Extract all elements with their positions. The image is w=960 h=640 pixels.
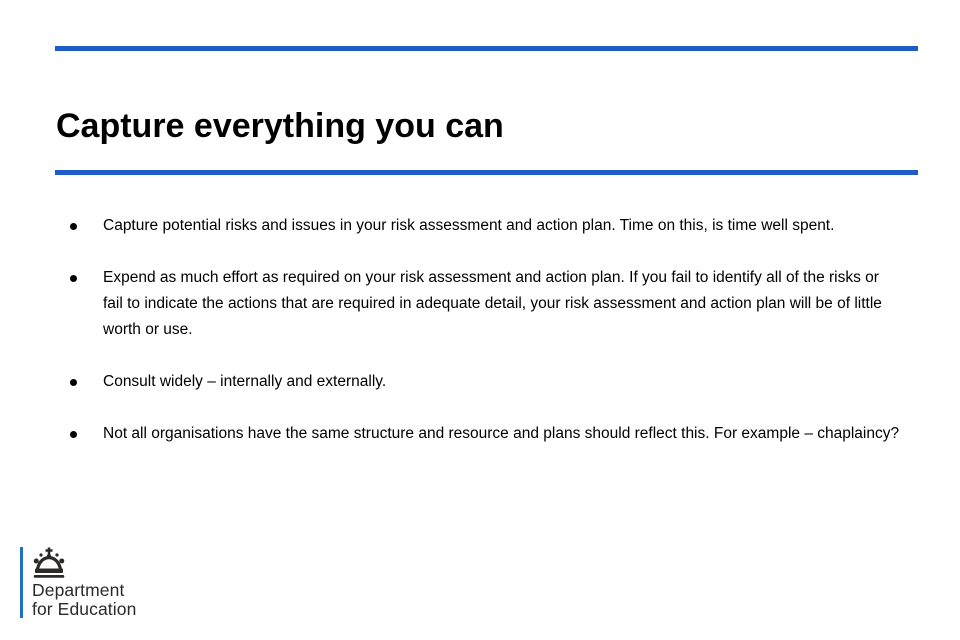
title-underline-rule: [55, 170, 918, 175]
logo-wordmark-line1: Department: [32, 580, 125, 600]
bullet-item: Consult widely – internally and externally.: [55, 369, 900, 395]
bullet-list: [55, 213, 900, 473]
bullet-item: Capture potential risks and issues in your risk assessment and action plan. Time on this, is time well spent.: [55, 213, 900, 239]
slide-title: Capture everything you can: [56, 106, 504, 145]
logo-body: [32, 547, 136, 619]
bullet-item: Expend as much effort as required on your risk assessment and action plan. If you fail to identify all of the risks or fail to indicate the actions that are required in adequate detail, your risk assessment and action plan will be of little worth or use.: [55, 265, 900, 343]
top-accent-rule: [55, 46, 918, 51]
logo-vertical-bar: [20, 547, 23, 618]
bullet-item: Not all organisations have the same structure and resource and plans should reflect this. For example – chaplaincy?: [55, 421, 900, 447]
crown-icon: [32, 547, 136, 580]
logo-wordmark: [32, 581, 136, 619]
department-for-education-logo: [20, 547, 136, 619]
logo-wordmark-line2: for Education: [32, 599, 137, 619]
